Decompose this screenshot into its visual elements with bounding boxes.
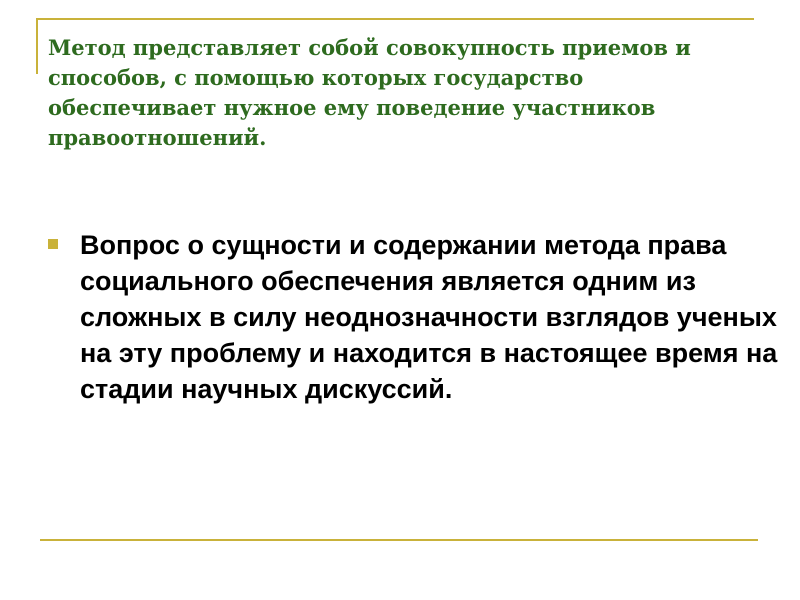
square-bullet-icon xyxy=(48,239,58,249)
bullet-item-text: Вопрос о сущности и содержании метода права социального обеспечения является одним из сложных в силу неоднозначности взглядов ученых на эту проблему и находится в настоящее время на стадии научных дискуссий. xyxy=(80,230,778,404)
bullet-list xyxy=(48,227,778,407)
slide-title: Метод представляет собой совокупность приемов и способов, с помощью которых государство обеспечивает нужное ему поведение участников правоотношений. xyxy=(48,35,691,150)
bottom-divider xyxy=(40,539,758,541)
top-divider xyxy=(36,18,754,20)
left-accent-divider xyxy=(36,18,38,74)
